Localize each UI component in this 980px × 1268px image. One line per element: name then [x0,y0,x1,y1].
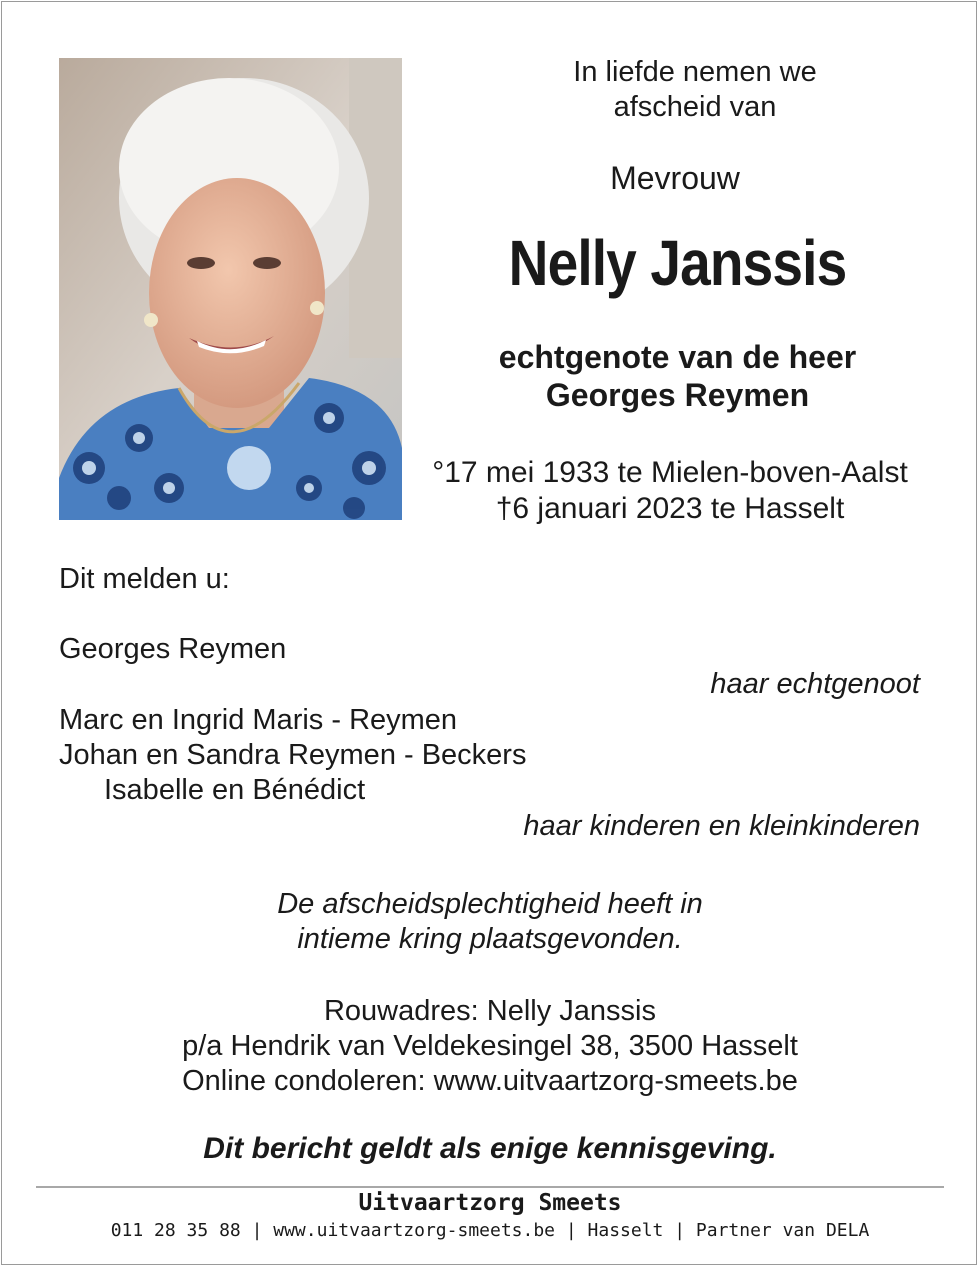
address-line-2: p/a Hendrik van Veldekesingel 38, 3500 Hasselt [182,1030,798,1062]
ceremony-text [0,887,980,957]
company-info: 011 28 35 88 | www.uitvaartzorg-smeets.be | Hasselt | Partner van DELA [110,1220,870,1241]
child-2: Johan en Sandra Reymen - Beckers [59,739,527,771]
spouse-line-2: Georges Reymen [545,377,810,413]
address-block [0,994,980,1099]
husband-role: haar echtgenoot [710,668,920,700]
portrait-photo [59,58,402,520]
intro-text [460,55,930,125]
company-name: Uitvaartzorg Smeets [358,1190,622,1216]
intro-line-1: In liefde nemen we [573,56,817,88]
footer-divider [36,1186,944,1188]
deceased-name: Nelly Janssis [508,227,847,299]
spouse-text [440,338,915,414]
ceremony-line-1: De afscheidsplechtigheid heeft in [277,888,703,920]
intro-line-2: afscheid van [613,91,777,123]
children-role: haar kinderen en kleinkinderen [523,810,920,842]
address-line-3: Online condoleren: www.uitvaartzorg-smeets.be [182,1065,798,1097]
husband-name: Georges Reymen [59,633,287,665]
death-date: †6 januari 2023 te Hasselt [495,492,845,525]
birth-date: °17 mei 1933 te Mielen-boven-Aalst [432,456,908,489]
notice-text: Dit bericht geldt als enige kennisgeving. [203,1132,777,1165]
announcement-header: Dit melden u: [59,563,230,595]
grandchildren: Isabelle en Bénédict [104,774,366,806]
spouse-line-1: echtgenote van de heer [498,339,857,375]
honorific: Mevrouw [610,160,740,196]
ceremony-line-2: intieme kring plaatsgevonden. [297,923,683,955]
life-dates [420,455,920,527]
child-1: Marc en Ingrid Maris - Reymen [59,704,458,736]
address-line-1: Rouwadres: Nelly Janssis [323,995,656,1027]
